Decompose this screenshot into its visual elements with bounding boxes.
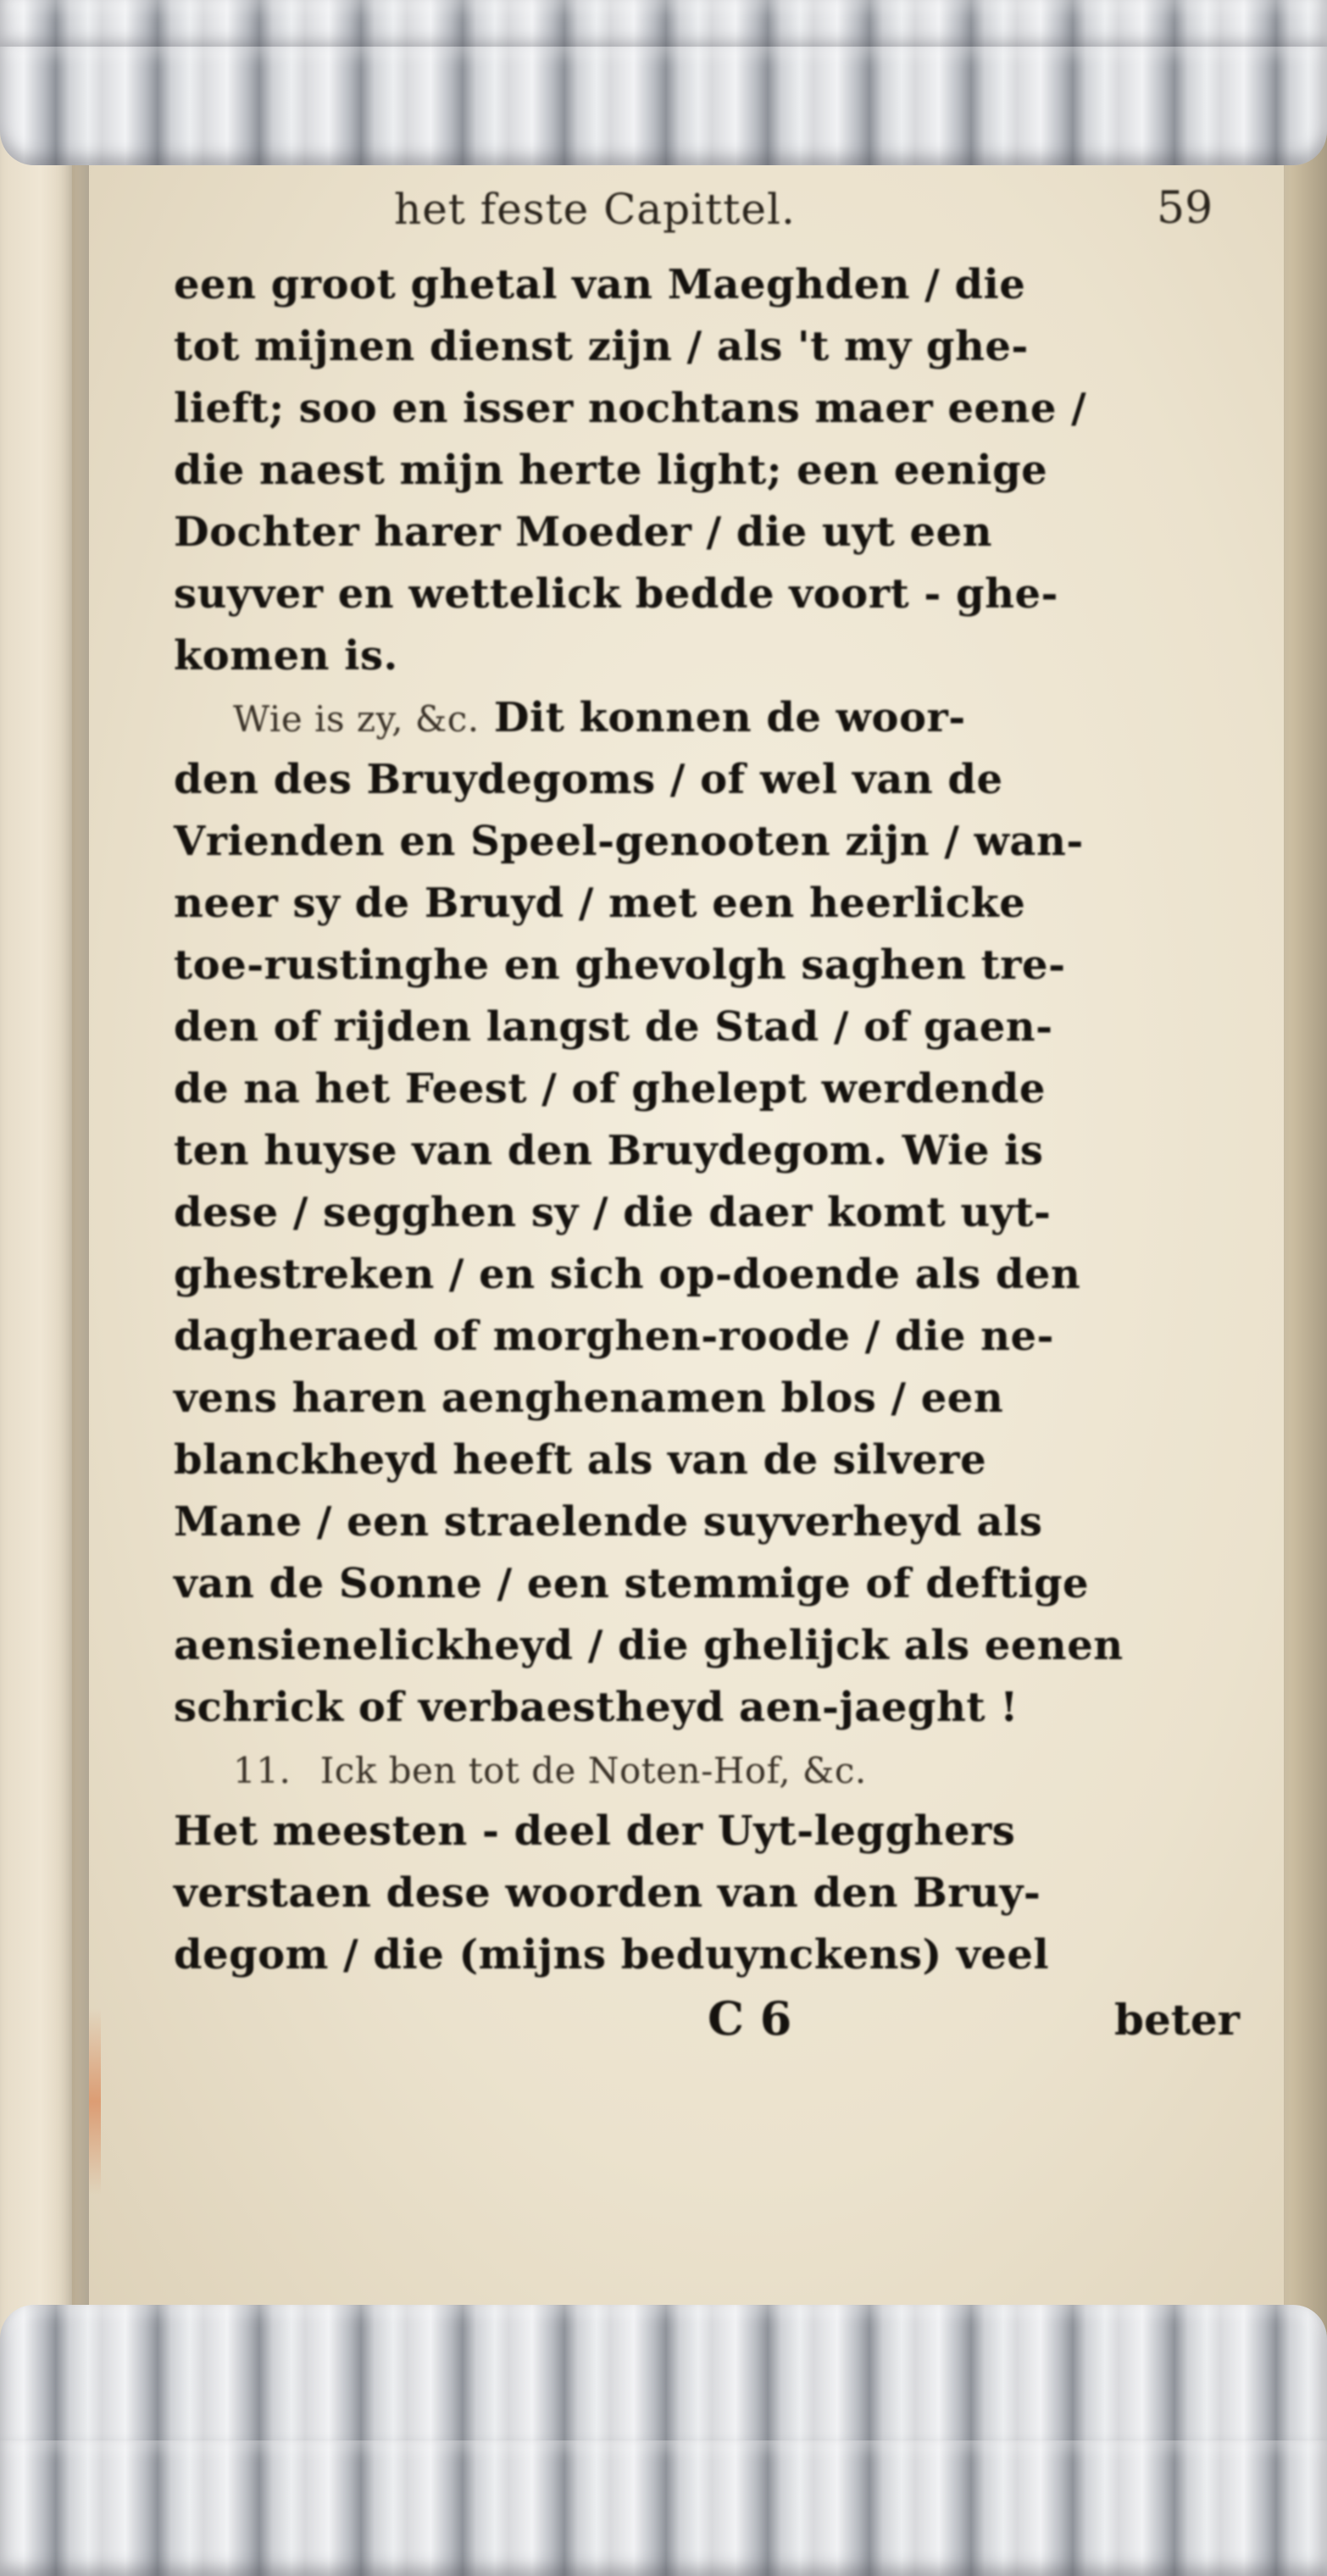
lemma-text: Ick ben tot de Noten-Hof, &c.: [319, 1750, 867, 1791]
paragraph-text: Dit konnen de woor-: [493, 694, 966, 741]
text-line: dagheraed of morghen-roode / die ne-: [174, 1313, 1054, 1360]
signature-mark: C 6: [708, 1991, 792, 2046]
lemma-text: Wie is zy, &c.: [233, 698, 480, 740]
text-line: den des Bruydegoms / of wel van de: [174, 756, 1003, 803]
text-line: degom / die (mijns beduynckens) veel: [174, 1931, 1050, 1979]
text-line: aensienelickheyd / die ghelijck als eenen: [174, 1622, 1124, 1669]
fabric-band-top: [0, 47, 1327, 165]
page-text-block: [174, 161, 1275, 2054]
text-line: van de Sonne / een stemmige of deftige: [174, 1560, 1090, 1607]
text-line: blanckheyd heeft als van de silvere: [174, 1436, 987, 1484]
paragraph-start-line: [174, 1739, 1275, 1801]
text-line: die naest mijn herte light; een eenige: [174, 447, 1048, 494]
facing-page-edge: [0, 76, 81, 2347]
text-line: Het meesten - deel der Uyt-legghers: [174, 1807, 1016, 1855]
text-line: schrick of verbaestheyd aen-jaeght !: [174, 1684, 1019, 1731]
book-page: [89, 127, 1284, 2364]
text-line: suyver en wettelick bedde voort - ghe-: [174, 570, 1058, 618]
paragraph-start-line: [174, 687, 1275, 749]
text-line: ghestreken / en sich op-doende als den: [174, 1251, 1081, 1298]
text-line: ten huyse van den Bruydegom. Wie is: [174, 1127, 1044, 1174]
text-line: komen is.: [174, 632, 398, 680]
verse-number: 11.: [233, 1750, 291, 1791]
text-line: tot mijnen dienst zijn / als 't my ghe-: [174, 323, 1029, 370]
running-head: [174, 161, 1275, 254]
text-line: Vrienden en Speel-genooten zijn / wan-: [174, 818, 1084, 865]
fabric-band-bottom: [0, 2305, 1327, 2457]
text-line: toe-rustinghe en ghevolgh saghen tre-: [174, 941, 1066, 989]
text-line: vens haren aenghenamen blos / een: [174, 1374, 1004, 1422]
text-line: neer sy de Bruyd / met een heerlicke: [174, 880, 1026, 927]
running-head-title: het feste Capittel.: [394, 185, 796, 234]
fabric-band-top-outer: [0, 0, 1327, 51]
text-line: dese / segghen sy / die daer komt uyt-: [174, 1189, 1052, 1236]
fabric-band-bottom-outer: [0, 2440, 1327, 2576]
text-line: verstaen dese woorden van den Bruy-: [174, 1869, 1041, 1917]
text-line: den of rijden langst de Stad / of gaen-: [174, 1003, 1053, 1051]
text-line: Mane / een straelende suyverheyd als: [174, 1498, 1043, 1546]
page-stain: [89, 2008, 101, 2195]
page-number: 59: [1157, 183, 1213, 234]
text-line: lieft; soo en isser nochtans maer eene /: [174, 385, 1087, 432]
text-line: een groot ghetal van Maeghden / die: [174, 261, 1026, 308]
text-line: Dochter harer Moeder / die uyt een: [174, 508, 993, 556]
catchword: beter: [1114, 1995, 1241, 2045]
text-line: de na het Feest / of ghelept werdende: [174, 1065, 1046, 1113]
page-footer: [174, 1986, 1275, 2054]
